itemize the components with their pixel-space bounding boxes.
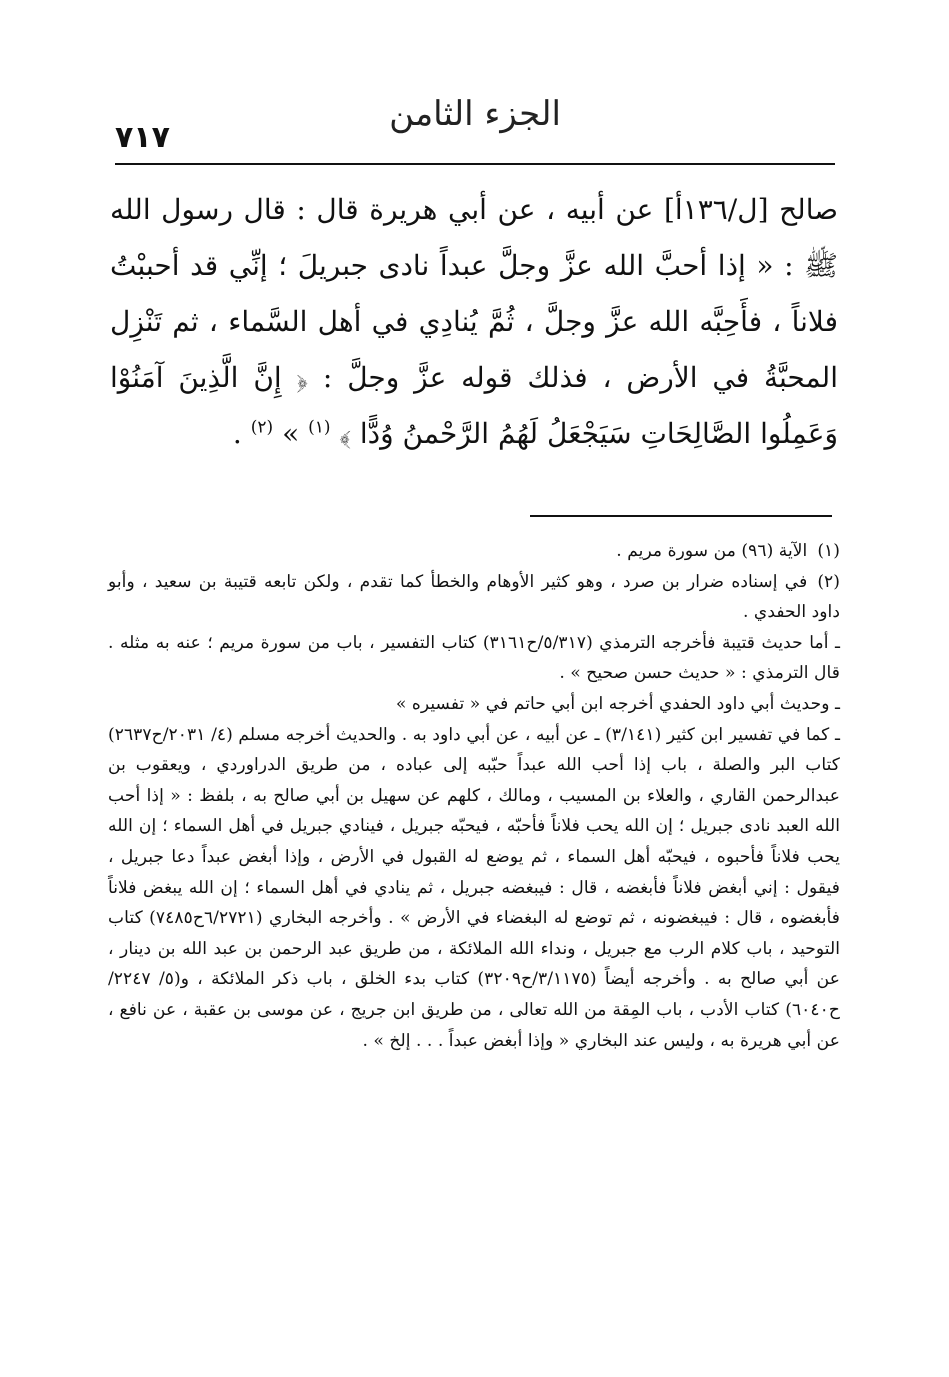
footnote-2-paragraph-3: ـ كما في تفسير ابن كثير (٣/١٤١) ـ عن أبيه ، عن أبي داود به . والحديث أخرجه مسلم (٤/ ٢٠٣١/ح٢٦٣٧) كتاب البر والصلة ، باب إذا أحب الله عبداً حبّبه إلى عباده ، من طريق الدراوردي ، ويعقوب بن عبدالرحمن القاري ، والعلاء بن المسيب ، ومالك ، كلهم عن سهيل بن أبي صالح به ، بلفظ : « إذا أحب الله العبد نادى جبريل ؛ إن الله يحب فلاناً فأحبّه ، فيحبّه جبريل ، فينادي جبريل في أهل السماء ؛ إن الله يحب فلاناً فأحبوه ، فيحبّه أهل السماء ، ثم يوضع له القبول في الأرض ، وإذا أبغض عبداً دعا جبريل ، فيقول : إني أبغض فلاناً فأبغضه ، قال : فيبغضه جبريل ، ثم ينادي في أهل السماء ؛ إن الله يبغض فلاناً فأبغضوه ، قال : فيبغضونه ، ثم توضع له البغضاء في الأرض » . وأخرجه البخاري (٦/٢٧٢١ح٧٤٨٥) كتاب التوحيد ، باب كلام الرب مع جبريل ، ونداء الله الملائكة ، من طريق عبد الرحمن بن عبد الله بن دينار ، عن أبي صالح به . وأخرجه أيضاً (٣/١١٧٥/ح٣٢٠٩) كتاب بدء الخلق ، باب ذكر الملائكة ، و(٥/ ٢٢٤٧/ح٦٠٤٠) كتاب الأدب ، باب المِقة من الله تعالى ، من طريق ابن جريج ، عن موسى بن عقبة ، عن نافع ، عن أبي هريرة به ، وليس عند البخاري « وإذا أبغض عبداً . . . إلخ » . [108,724,840,1051]
page-number: ٧١٧ [115,120,170,155]
footnote-1 [108,536,840,567]
footnote-ref-2: (٢) [250,417,274,438]
running-head: الجزء الثامن [389,94,561,134]
footnotes [108,536,840,1056]
footnote-2-paragraph-2: ـ وحديث أبي داود الحفدي أخرجه ابن أبي حاتم في « تفسيره » [395,693,840,714]
closing-period: . [232,417,251,450]
footnote-2-text: في إسناده ضرار بن صرد ، وهو كثير الأوهام والخطأ كما تقدم ، ولكن تابعه قتيبة بن سعيد ، وأبو داود الحفدي . [108,571,840,623]
footnote-2 [108,567,840,628]
closing-quote: » [282,417,309,450]
hadith-text: صالح [ل/١٣٦أ] عن أبيه ، عن أبي هريرة قال : قال رسول الله ﷺ : « إذا أحبَّ الله عزَّ وجلَّ عبداً نادى جبريلَ ؛ إنِّي قد أحببْتُ فلاناً ، فأَحِبَّه الله عزَّ وجلَّ ، ثُمَّ يُنادِي في أهل السَّماء ، ثم تَنْزِل المحبَّةُ في الأرض ، فذلك قوله عزَّ وجلَّ : ﴿ إِنَّ الَّذِينَ آمَنُوْا وَعَمِلُوا الصَّالِحَاتِ سَيَجْعَلُ لَهُمُ الرَّحْمنُ وُدًّا ﴾ [110,193,838,450]
footnote-1-text: الآية (٩٦) من سورة مريم . [616,541,808,561]
header-rule [115,163,835,165]
main-text [110,182,838,462]
page-header [115,92,835,162]
footnote-ref-1: (١) [308,417,331,438]
footnote-2-paragraph-1: ـ أما حديث قتيبة فأخرجه الترمذي (٥/٣١٧/ح٣١٦١) كتاب التفسير ، باب من سورة مريم ؛ عنه به مثله . قال الترمذي : « حديث حسن صحيح » . [108,632,840,684]
footnote-1-number: (١) [817,541,840,561]
footnote-2-number: (٢) [817,571,840,592]
footnote-rule [530,515,832,517]
